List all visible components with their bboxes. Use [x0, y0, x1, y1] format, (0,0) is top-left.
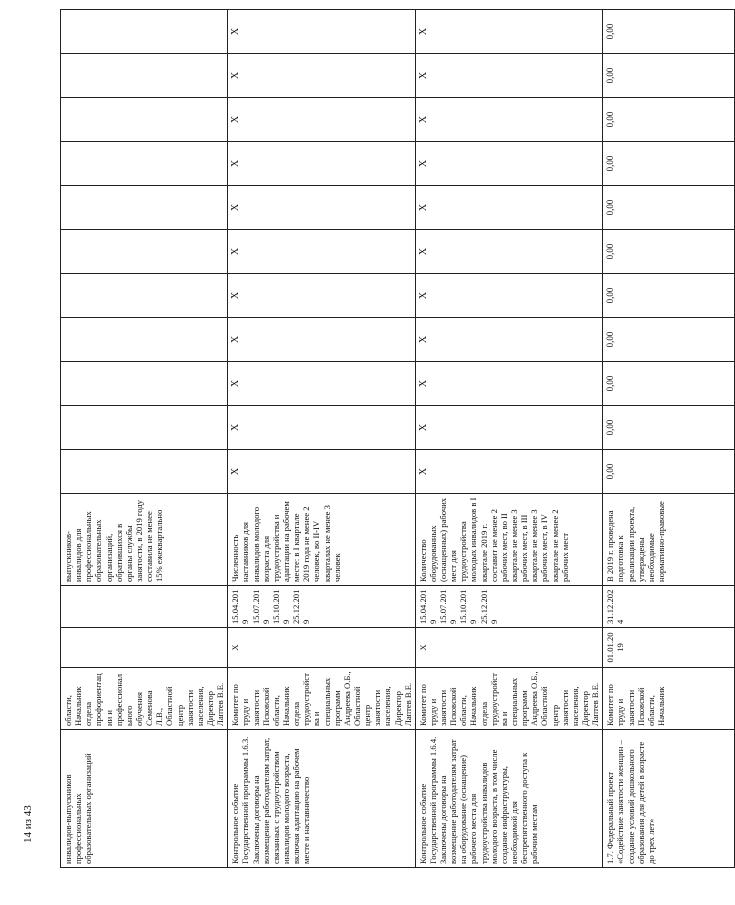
- cell-responsible: Комитет по труду и занятости Псковской области, Начальник: [603, 668, 735, 730]
- cell-end-date: 15.04.2019 15.07.2019 15.10.2019 25.12.2019: [228, 586, 416, 628]
- cell-value: [61, 10, 228, 54]
- cell-value: 0,00: [603, 142, 735, 186]
- cell-value: X: [228, 274, 416, 318]
- cell-value: X: [415, 98, 603, 142]
- table-row: [228, 10, 416, 868]
- cell-value: 0,00: [603, 186, 735, 230]
- cell-value: 0,00: [603, 54, 735, 98]
- cell-value: X: [415, 10, 603, 54]
- cell-value: X: [228, 186, 416, 230]
- cell-value: [61, 318, 228, 362]
- cell-event-name: инвалидов-выпускников профессиональных образовательных организаций: [61, 730, 228, 868]
- table-row: [415, 10, 603, 868]
- cell-end-date: [61, 586, 228, 628]
- table-row: [603, 10, 735, 868]
- cell-value: X: [415, 274, 603, 318]
- cell-value: X: [415, 142, 603, 186]
- cell-value: X: [415, 54, 603, 98]
- cell-value: 0,00: [603, 98, 735, 142]
- cell-value: 0,00: [603, 362, 735, 406]
- cell-value: [61, 450, 228, 494]
- cell-value: [61, 142, 228, 186]
- cell-event-name: 1.7. Федеральный проект «Содействие занятости женщин – создание условий дошкольного образования для детей в возрасте до трех лет»: [603, 730, 735, 868]
- cell-value: X: [228, 10, 416, 54]
- plan-table: [60, 9, 735, 868]
- cell-value: [61, 274, 228, 318]
- cell-start-date: X: [415, 628, 603, 668]
- cell-value: X: [228, 318, 416, 362]
- cell-value: [61, 98, 228, 142]
- cell-start-date: 01.01.2019: [603, 628, 735, 668]
- cell-event-name: Контрольное событие Государственной программы 1.6.4. Заключены договоры на возмещение работодателям затрат на оборудование (оснащение) рабочего места для трудоустройства инвалидов молодого возраста, в том числе создание инфраструктуры, необходимой для беспрепятственного доступа к рабочим местам: [415, 730, 603, 868]
- cell-responsible: Комитет по труду и занятости Псковской области, Начальник отдела трудоустройства и специальных программ Андреева О.Б., Областной центр занятости населения, Директор Лаптев В.Е.: [415, 668, 603, 730]
- cell-value: X: [228, 406, 416, 450]
- cell-value: X: [228, 54, 416, 98]
- page-number: 14 из 43: [22, 805, 34, 843]
- cell-result: Количество оборудованных (оснащенных) рабочих мест для трудоустройства молодых инвалидов в I квартале 2019 г. составит не менее 2 рабочих мест, во II квартале не менее 3 рабочих мест, в III квартале не менее 3 рабочих мест, в IV квартале не менее 2 рабочих мест: [415, 494, 603, 586]
- cell-start-date: [61, 628, 228, 668]
- cell-value: [61, 406, 228, 450]
- cell-start-date: X: [228, 628, 416, 668]
- cell-value: 0,00: [603, 10, 735, 54]
- document-table-sheet: [60, 23, 667, 868]
- cell-value: 0,00: [603, 450, 735, 494]
- cell-end-date: 31.12.2024: [603, 586, 735, 628]
- cell-value: [61, 230, 228, 274]
- cell-result: Численность наставников для инвалидов молодого возраста для трудоустройства и адаптации на рабочем месте: в I квартале 2019 года не менее 2 человек, во II-IV кварталах не менее 3 человек: [228, 494, 416, 586]
- cell-value: X: [415, 362, 603, 406]
- cell-value: X: [228, 98, 416, 142]
- cell-value: X: [228, 230, 416, 274]
- cell-value: 0,00: [603, 230, 735, 274]
- cell-value: 0,00: [603, 318, 735, 362]
- cell-value: X: [415, 230, 603, 274]
- cell-value: X: [228, 450, 416, 494]
- cell-value: 0,00: [603, 406, 735, 450]
- cell-value: X: [228, 362, 416, 406]
- cell-result: выпускников-инвалидов для профессиональных образовательных организаций, обратившихся в органы службы занятости, в 2019 году составила не менее 15% ежеквартально: [61, 494, 228, 586]
- cell-value: X: [228, 142, 416, 186]
- table-row: [61, 10, 228, 868]
- cell-value: [61, 54, 228, 98]
- cell-responsible: Комитет по труду и занятости Псковской области, Начальник отдела трудоустройства и специальных программ Андреева О.Б., Областной центр занятости населения, Директор Лаптев В.Е.: [228, 668, 416, 730]
- cell-value: [61, 186, 228, 230]
- cell-value: X: [415, 186, 603, 230]
- cell-responsible: области, Начальник отдела профориентации и профессионального обучения Семенова Л.В., Областной центр занятости населения, Директор Лаптев В.Е.: [61, 668, 228, 730]
- cell-result: В 2019 г. проведена подготовка к реализации проекта, утверждены необходимые нормативно-правовые: [603, 494, 735, 586]
- cell-value: [61, 362, 228, 406]
- cell-end-date: 15.04.2019 15.07.2019 15.10.2019 25.12.2019: [415, 586, 603, 628]
- cell-value: X: [415, 450, 603, 494]
- cell-value: X: [415, 406, 603, 450]
- cell-event-name: Контрольное событие Государственной программы 1.6.3. Заключены договоры на возмещение работодателям затрат, связанных с трудоустройством инвалидов молодого возраста, включая адаптацию на рабочем месте и наставничество: [228, 730, 416, 868]
- cell-value: X: [415, 318, 603, 362]
- cell-value: 0,00: [603, 274, 735, 318]
